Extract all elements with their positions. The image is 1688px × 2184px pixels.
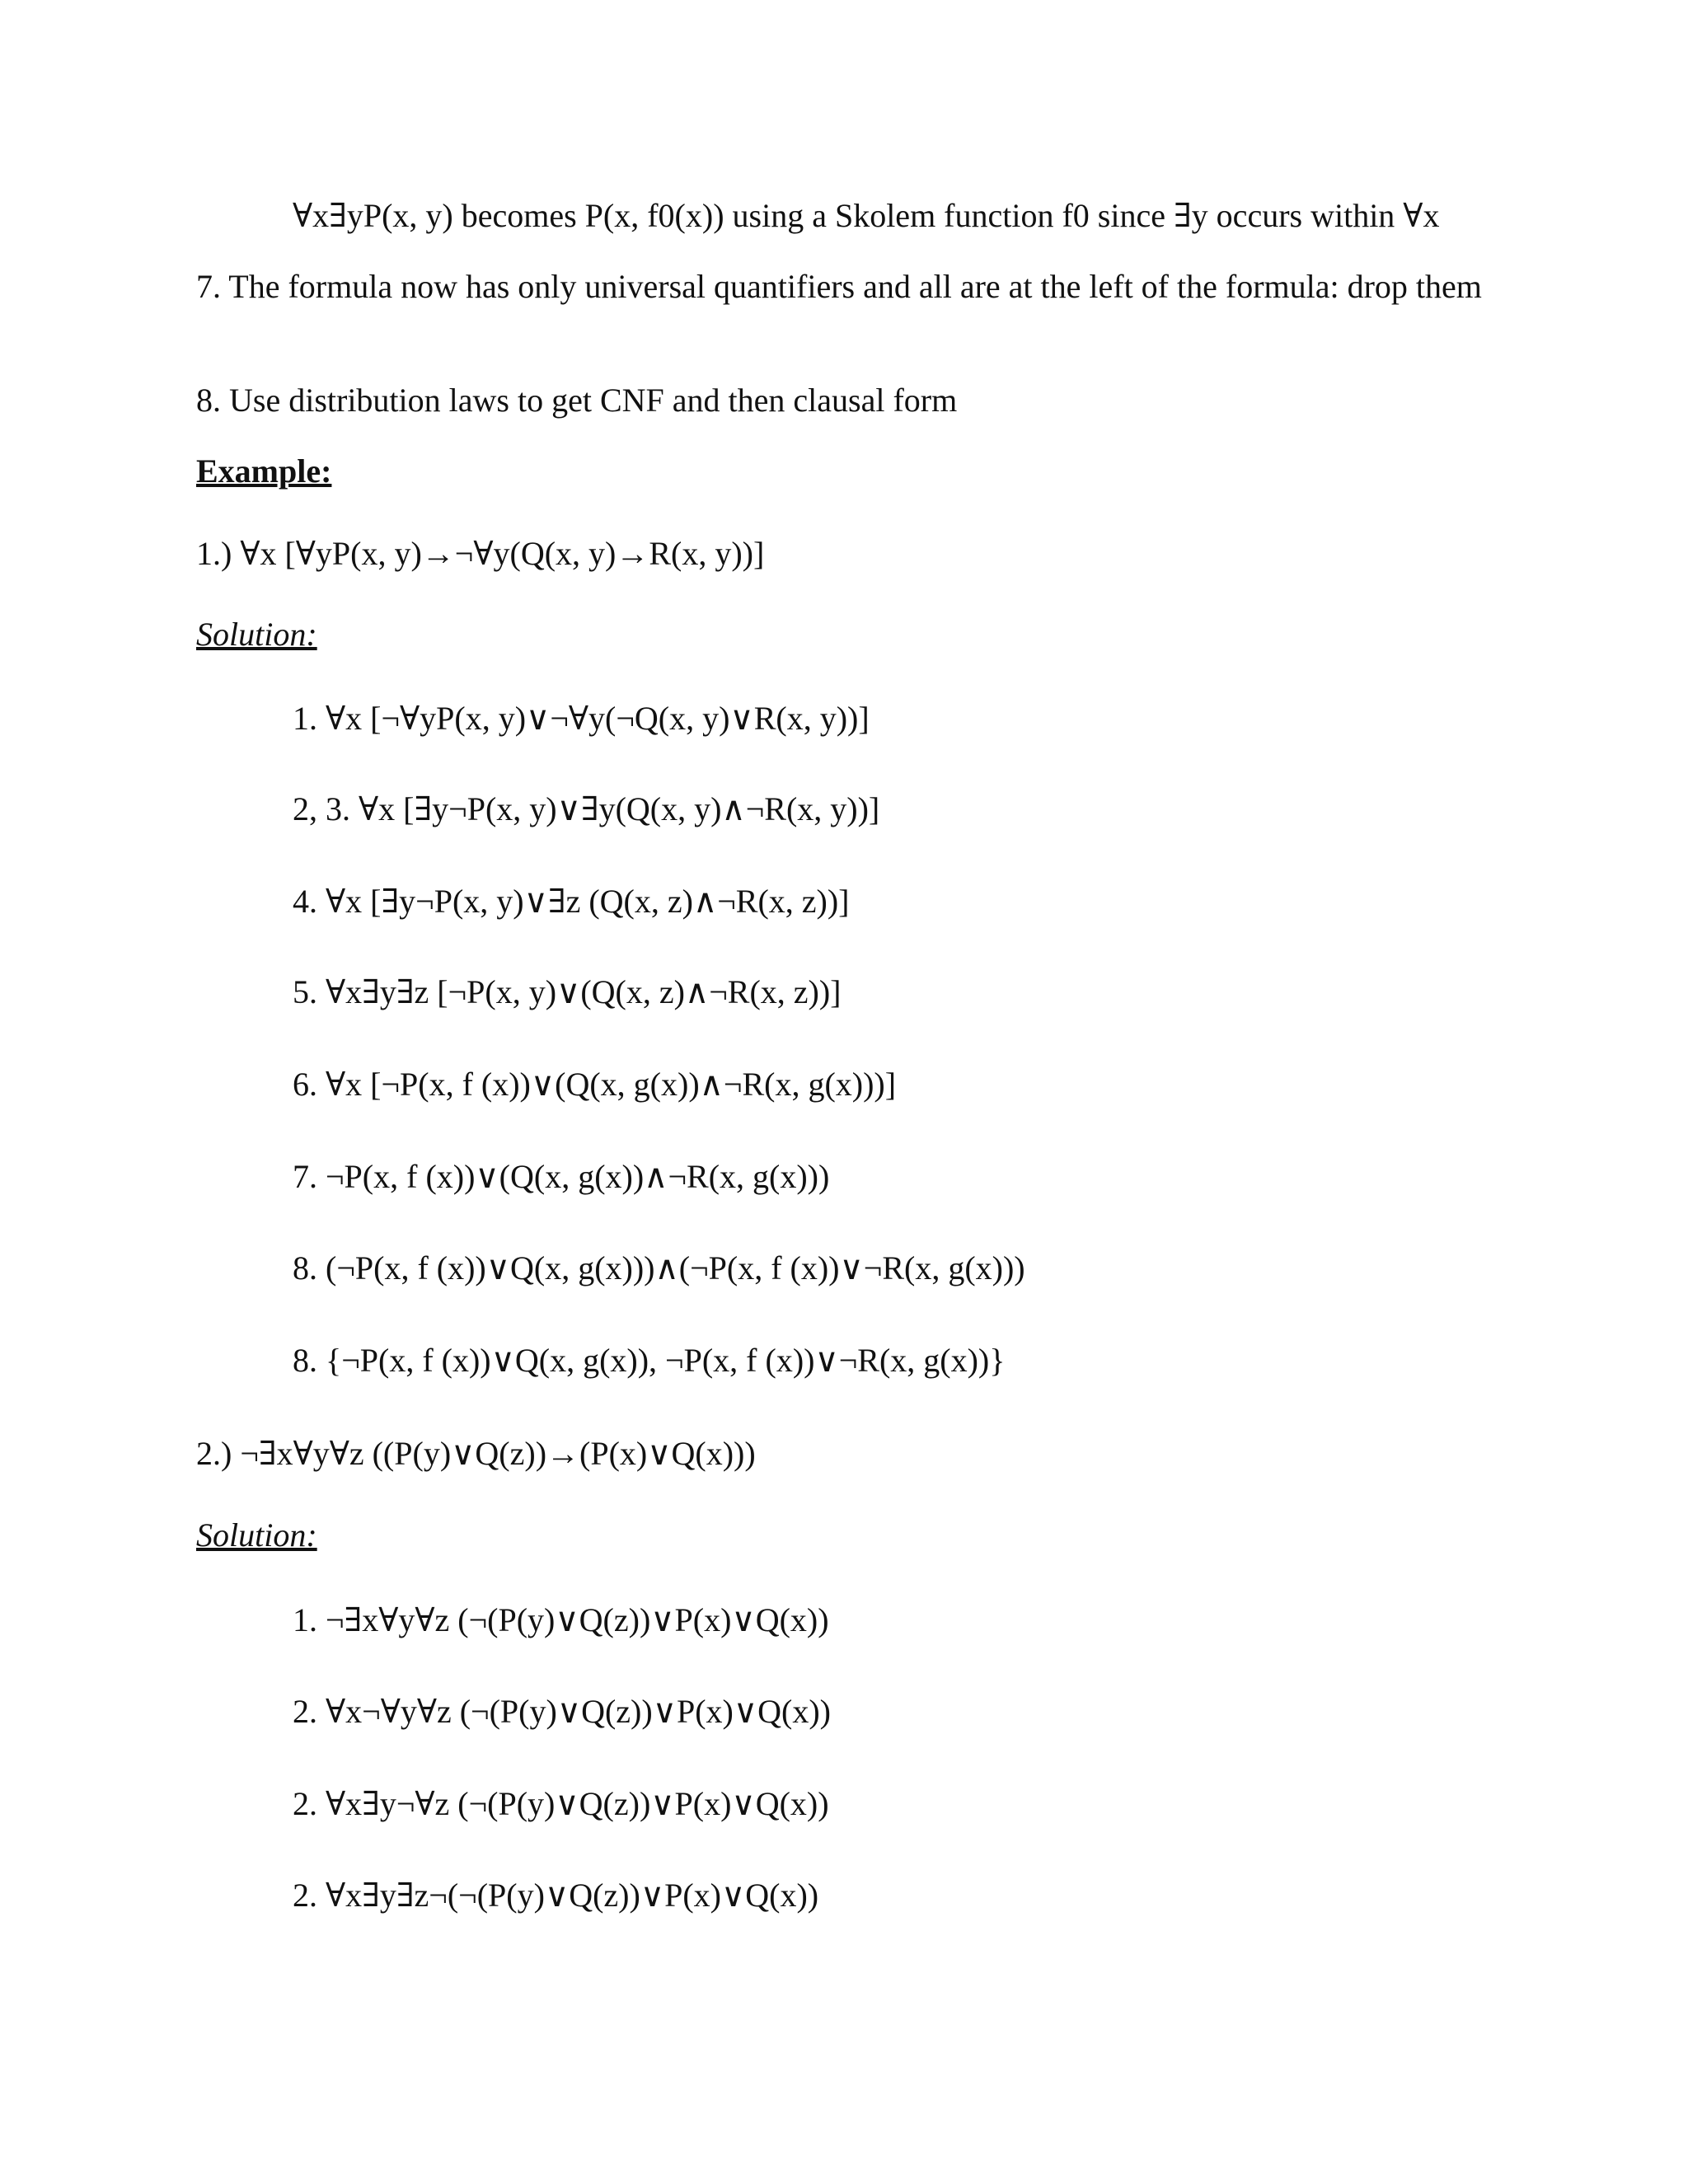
- example-1-problem: 1.) ∀x [∀yP(x, y)→¬∀y(Q(x, y)→R(x, y))]: [196, 535, 765, 572]
- example-heading: Example:: [196, 452, 332, 490]
- example-2-solution-label: Solution:: [196, 1516, 317, 1554]
- skolem-example-line: ∀x∃yP(x, y) becomes P(x, f0(x)) using a Skolem function f0 since ∃y occurs within ∀x: [293, 197, 1440, 234]
- example-1-step: 5. ∀x∃y∃z [¬P(x, y)∨(Q(x, z)∧¬R(x, z))]: [293, 973, 842, 1010]
- example-2-step: 2. ∀x¬∀y∀z (¬(P(y)∨Q(z))∨P(x)∨Q(x)): [293, 1693, 831, 1730]
- step-7-text: 7. The formula now has only universal quantifiers and all are at the left of the formula: drop them: [196, 268, 1482, 305]
- example-1-solution-label: Solution:: [196, 616, 317, 653]
- example-2-step: 1. ¬∃x∀y∀z (¬(P(y)∨Q(z))∨P(x)∨Q(x)): [293, 1601, 829, 1638]
- example-1-step: 4. ∀x [∃y¬P(x, y)∨∃z (Q(x, z)∧¬R(x, z))]: [293, 883, 850, 920]
- example-1-step: 8. {¬P(x, f (x))∨Q(x, g(x)), ¬P(x, f (x))∨¬R(x, g(x))}: [293, 1342, 1006, 1379]
- example-2-problem: 2.) ¬∃x∀y∀z ((P(y)∨Q(z))→(P(x)∨Q(x))): [196, 1435, 756, 1472]
- example-1-step: 8. (¬P(x, f (x))∨Q(x, g(x)))∧(¬P(x, f (x))∨¬R(x, g(x))): [293, 1249, 1025, 1286]
- example-1-step: 1. ∀x [¬∀yP(x, y)∨¬∀y(¬Q(x, y)∨R(x, y))]: [293, 700, 870, 737]
- example-2-step: 2. ∀x∃y¬∀z (¬(P(y)∨Q(z))∨P(x)∨Q(x)): [293, 1785, 829, 1822]
- step-8-text: 8. Use distribution laws to get CNF and then clausal form: [196, 382, 958, 419]
- example-1-step: 2, 3. ∀x [∃y¬P(x, y)∨∃y(Q(x, y)∧¬R(x, y))]: [293, 790, 880, 827]
- example-2-step: 2. ∀x∃y∃z¬(¬(P(y)∨Q(z))∨P(x)∨Q(x)): [293, 1877, 819, 1914]
- example-1-step: 7. ¬P(x, f (x))∨(Q(x, g(x))∧¬R(x, g(x))): [293, 1158, 830, 1195]
- example-1-step: 6. ∀x [¬P(x, f (x))∨(Q(x, g(x))∧¬R(x, g(x)))]: [293, 1066, 897, 1103]
